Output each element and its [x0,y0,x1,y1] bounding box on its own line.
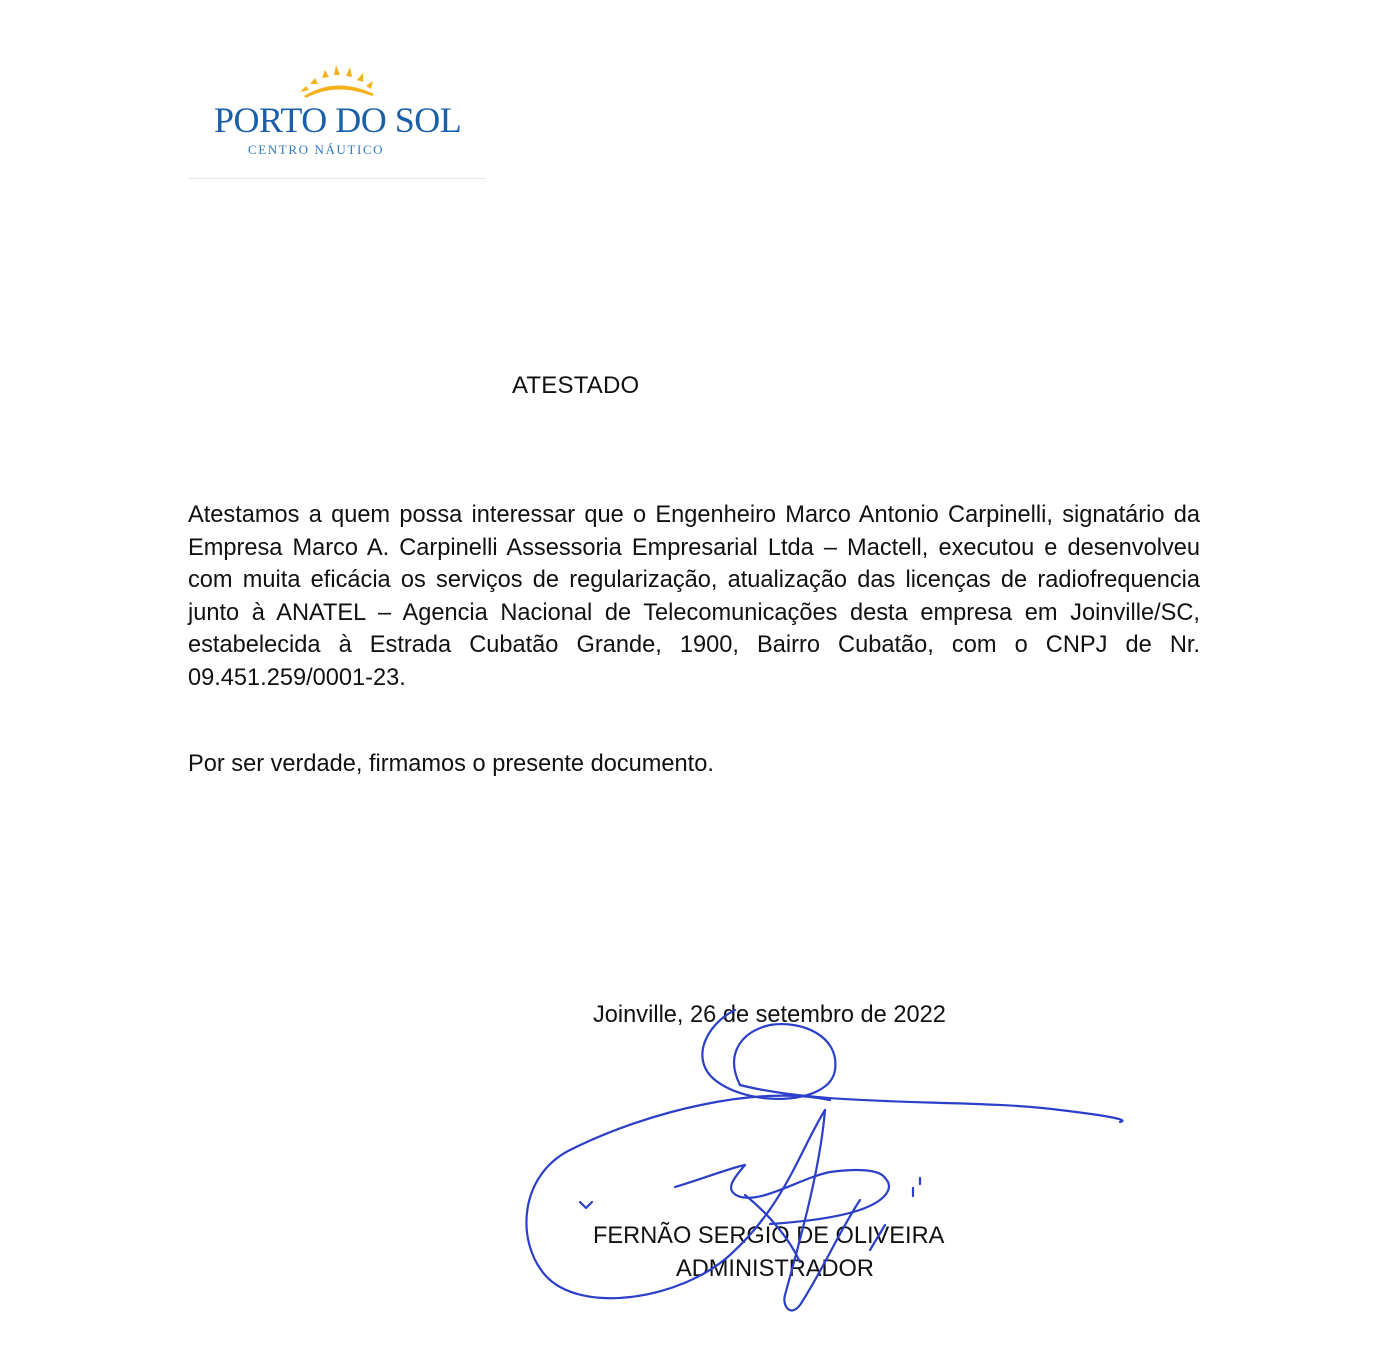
signer-role: ADMINISTRADOR [676,1256,874,1282]
sun-rays-icon [296,62,378,98]
header-divider [188,178,486,179]
document-body: Atestamos a quem possa interessar que o Engenheiro Marco Antonio Carpinelli, signatário da Empresa Marco A. Carpinelli Assessoria Empresarial Ltda – Mactell, executou e desenvolveu com muita eficácia os serviços de regularização, atualização das licenças de radiofrequencia junto à ANATEL – Agencia Nacional de Telecomunicações desta empresa em Joinville/SC, estabelecida à Estrada Cubatão Grande, 1900, Bairro Cubatão, com o CNPJ de Nr. 09.451.259/0001-23. [188,502,1200,691]
document-title: ATESTADO [512,372,640,399]
company-logo [188,62,488,182]
logo-name: PORTO DO SOL [214,100,462,140]
closing-statement: Por ser verdade, firmamos o presente documento. [188,751,714,777]
signer-name: FERNÃO SERGIO DE OLIVEIRA [593,1223,945,1249]
date-line: Joinville, 26 de setembro de 2022 [593,1002,946,1028]
logo-subtitle: CENTRO NÁUTICO [248,142,385,157]
